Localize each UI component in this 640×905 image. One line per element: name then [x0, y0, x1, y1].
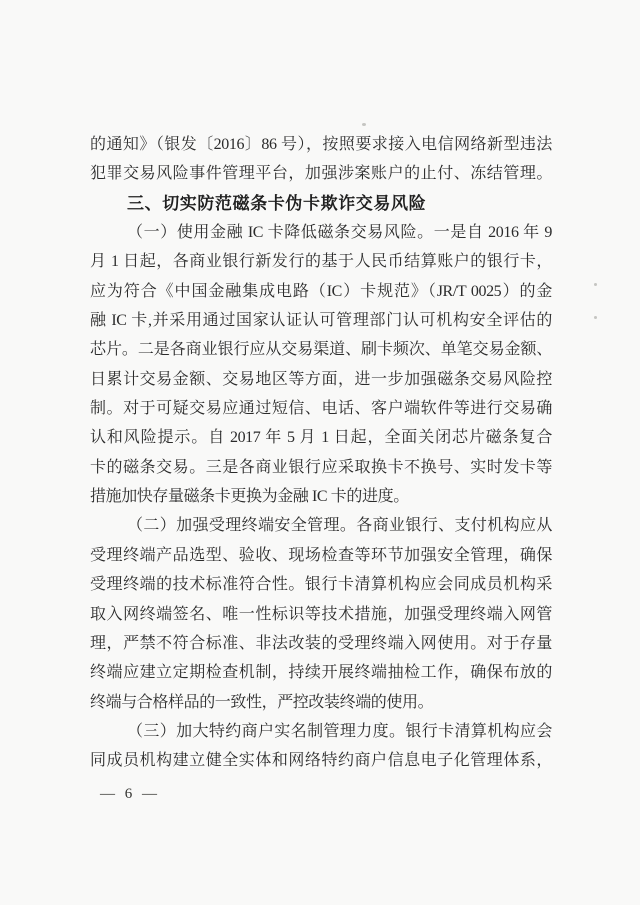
text-line: 芯片。二是各商业银行应从交易渠道、刷卡频次、单笔交易金额、 [90, 341, 552, 359]
text-line: 认和风险提示。自 2017 年 5 月 1 日起，全面关闭芯片磁条复合 [90, 429, 552, 447]
scan-speck [594, 283, 597, 286]
text-line: 受理终端的技术标准符合性。银行卡清算机构应会同成员机构采 [90, 576, 552, 594]
scan-speck [362, 123, 366, 126]
text-line: （二）加强受理终端安全管理。各商业银行、支付机构应从 [127, 517, 552, 535]
text-line: 取入网终端签名、唯一性标识等技术措施，加强受理终端入网管 [90, 605, 552, 623]
document-text-block [90, 130, 552, 776]
text-line: 制。对于可疑交易应通过短信、电话、客户端软件等进行交易确 [90, 400, 552, 418]
text-line: （一）使用金融 IC 卡降低磁条交易风险。一是自 2016 年 9 [127, 224, 552, 242]
text-line: 日累计交易金额、交易地区等方面，进一步加强磁条交易风险控 [90, 370, 552, 388]
text-line: 终端与合格样品的一致性，严控改装终端的使用。 [90, 693, 434, 711]
text-line: 应为符合《中国金融集成电路（IC）卡规范》（JR/T 0025）的金 [90, 282, 552, 300]
page-number: — 6 — [100, 786, 160, 802]
text-line: 同成员机构建立健全实体和网络特约商户信息电子化管理体系， [90, 752, 552, 770]
text-line: 的通知》（银发〔2016〕86 号），按照要求接入电信网络新型违法 [90, 136, 552, 153]
text-line: （三）加大特约商户实名制管理力度。银行卡清算机构应会 [127, 722, 552, 740]
text-line: 月 1 日起，各商业银行新发行的基于人民币结算账户的银行卡， [90, 253, 552, 271]
text-line: 终端应建立定期检查机制，持续开展终端抽检工作，确保布放的 [90, 664, 552, 682]
text-line: 卡的磁条交易。三是各商业银行应采取换卡不换号、实时发卡等 [90, 458, 552, 476]
text-line: 措施加快存量磁条卡更换为金融 IC 卡的进度。 [90, 488, 409, 506]
text-line: 理，严禁不符合标准、非法改装的受理终端入网使用。对于存量 [90, 634, 552, 652]
scan-speck [594, 316, 597, 319]
text-line: 融 IC 卡,并采用通过国家认证认可管理部门认可机构安全评估的 [90, 312, 552, 330]
text-line: 犯罪交易风险事件管理平台，加强涉案账户的止付、冻结管理。 [90, 165, 552, 183]
section-heading: 三、切实防范磁条卡伪卡欺诈交易风险 [127, 193, 427, 213]
text-line: 受理终端产品选型、验收、现场检查等环节加强安全管理，确保 [90, 546, 552, 564]
